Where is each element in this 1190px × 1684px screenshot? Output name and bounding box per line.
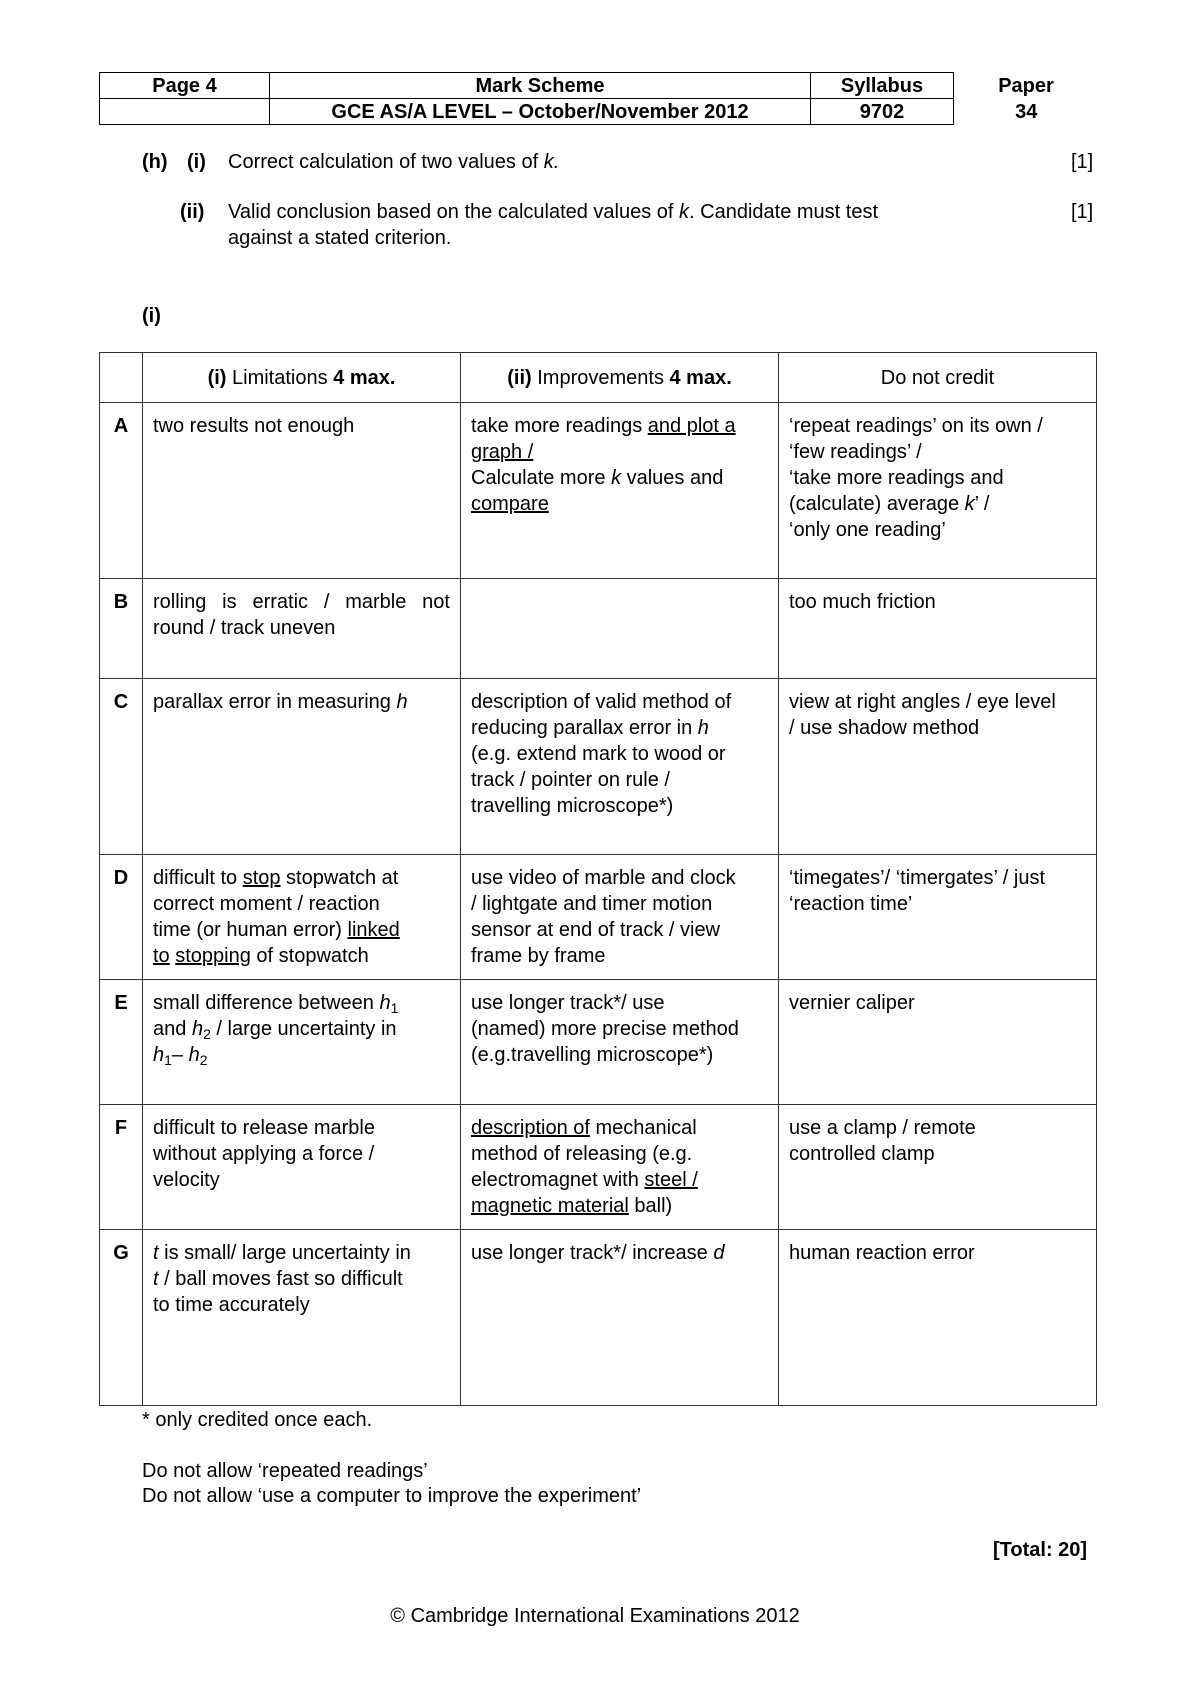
improvement-cell: take more readings and plot a graph / Calculate more k values and compare bbox=[461, 403, 779, 579]
part-h-i-mark: [1] bbox=[1071, 151, 1094, 173]
do-not-credit-cell: too much friction bbox=[779, 579, 1097, 679]
row-letter: A bbox=[100, 403, 143, 579]
disallow-note-1: Do not allow ‘repeated readings’ bbox=[142, 1460, 428, 1482]
header-empty-cell bbox=[100, 99, 270, 125]
syllabus-code: 9702 bbox=[811, 99, 954, 125]
improvement-cell: use longer track*/ use (named) more precise method (e.g.travelling microscope*) bbox=[461, 980, 779, 1105]
part-i-label: (i) bbox=[142, 305, 161, 327]
do-not-credit-cell: ‘repeat readings’ on its own / ‘few readings’ / ‘take more readings and (calculate) average k’ / ‘only one reading’ bbox=[779, 403, 1097, 579]
header-limitations: (i) Limitations 4 max. bbox=[143, 353, 461, 403]
header-do-not-credit: Do not credit bbox=[779, 353, 1097, 403]
table-row bbox=[100, 855, 1097, 980]
limitation-cell: rolling is erratic / marble not round / track uneven bbox=[143, 579, 461, 679]
part-h-ii-num: (ii) bbox=[180, 201, 205, 223]
table-row bbox=[100, 980, 1097, 1105]
paper-label: Paper bbox=[998, 74, 1054, 97]
limitation-cell: difficult to release marble without applying a force / velocity bbox=[143, 1105, 461, 1230]
limitation-cell: two results not enough bbox=[143, 403, 461, 579]
limitation-cell: parallax error in measuring h bbox=[143, 679, 461, 855]
table-row bbox=[100, 1105, 1097, 1230]
limitation-cell: small difference between $h_1$ and $h_2$ / large uncertainty in $h_1-$ $h_2$ bbox=[143, 980, 461, 1105]
improvement-cell: use longer track*/ increase d bbox=[461, 1230, 779, 1406]
header-table bbox=[99, 72, 1099, 125]
row-letter: F bbox=[100, 1105, 143, 1230]
paper-number: 34 bbox=[1015, 100, 1038, 123]
part-h-label: (h) bbox=[142, 151, 168, 173]
row-letter: G bbox=[100, 1230, 143, 1406]
exam-title: GCE AS/A LEVEL – October/November 2012 bbox=[270, 99, 811, 125]
part-h-i-num: (i) bbox=[187, 151, 206, 173]
header-improvements: (ii) Improvements 4 max. bbox=[461, 353, 779, 403]
row-letter: B bbox=[100, 579, 143, 679]
table-row bbox=[100, 403, 1097, 579]
part-h-ii-text: Valid conclusion based on the calculated values of k. Candidate must test against a stated criterion. bbox=[228, 201, 879, 249]
do-not-credit-cell: human reaction error bbox=[779, 1230, 1097, 1406]
table-row bbox=[100, 679, 1097, 855]
syllabus-label: Syllabus bbox=[811, 73, 954, 99]
disallow-note-2: Do not allow ‘use a computer to improve the experiment’ bbox=[142, 1485, 642, 1507]
limitations-table bbox=[99, 352, 1097, 1406]
row-letter: E bbox=[100, 980, 143, 1105]
part-h-i-text: Correct calculation of two values of k. bbox=[228, 151, 560, 173]
do-not-credit-cell: view at right angles / eye level / use shadow method bbox=[779, 679, 1097, 855]
row-letter: C bbox=[100, 679, 143, 855]
page-label: Page 4 bbox=[100, 73, 270, 99]
header-letter-cell bbox=[100, 353, 143, 403]
improvement-cell: description of mechanical method of releasing (e.g. electromagnet with steel / magnetic material ball) bbox=[461, 1105, 779, 1230]
improvement-cell: use video of marble and clock / lightgate and timer motion sensor at end of track / view frame by frame bbox=[461, 855, 779, 980]
table-row bbox=[100, 579, 1097, 679]
row-letter: D bbox=[100, 855, 143, 980]
copyright-footer: © Cambridge International Examinations 2012 bbox=[390, 1605, 800, 1627]
part-h-ii-mark: [1] bbox=[1071, 201, 1094, 223]
improvement-cell bbox=[461, 579, 779, 679]
do-not-credit-cell: vernier caliper bbox=[779, 980, 1097, 1105]
doc-title: Mark Scheme bbox=[270, 73, 811, 99]
credited-once-note: * only credited once each. bbox=[142, 1409, 373, 1431]
limitation-cell: difficult to stop stopwatch at correct moment / reaction time (or human error) linked to stopping of stopwatch bbox=[143, 855, 461, 980]
do-not-credit-cell: ‘timegates’/ ‘timergates’ / just ‘reaction time’ bbox=[779, 855, 1097, 980]
table-header-row bbox=[100, 353, 1097, 403]
limitation-cell: t is small/ large uncertainty in t / ball moves fast so difficult to time accurately bbox=[143, 1230, 461, 1406]
improvement-cell: description of valid method of reducing parallax error in h (e.g. extend mark to wood or track / pointer on rule / travelling microscope*) bbox=[461, 679, 779, 855]
do-not-credit-cell: use a clamp / remote controlled clamp bbox=[779, 1105, 1097, 1230]
total-marks: [Total: 20] bbox=[993, 1539, 1088, 1561]
table-row bbox=[100, 1230, 1097, 1406]
